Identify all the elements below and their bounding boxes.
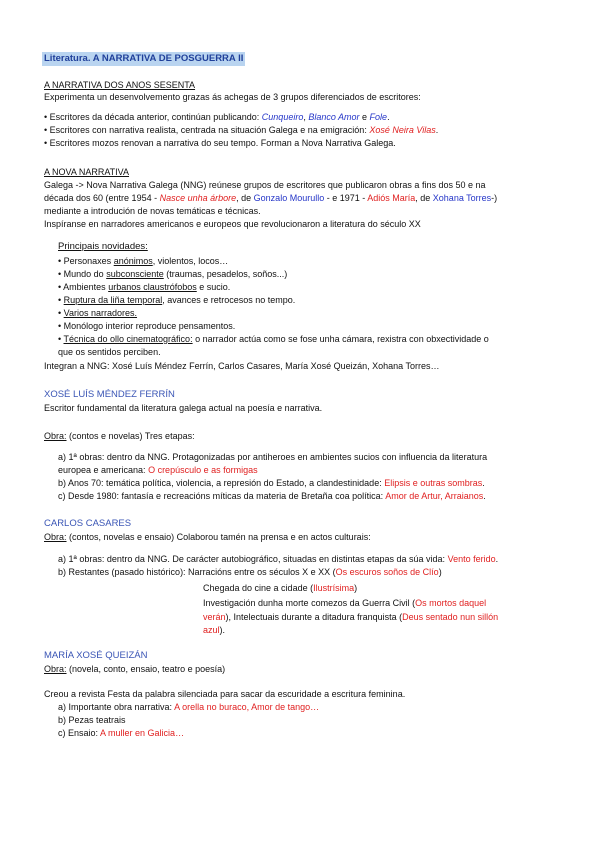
casares-item-b-intelectuais: verán), Intelectuais durante a ditadura franquista (Deus sentado nun sillón — [203, 612, 499, 622]
casares-item-b: b) Restantes (pasado histórico): Narracións entre os séculos X e XX (Os escuros soños de Clío) — [58, 567, 442, 577]
queizan-item-c: c) Ensaio: A muller en Galicia… — [58, 728, 185, 738]
casares-item-b-continuation: azul). — [203, 625, 226, 635]
sesenta-bullet-1: • Escritores da década anterior, continúan publicando: Cunqueiro, Blanco Amor e Fole. — [44, 112, 390, 122]
novidade-item-continuation: que os sentidos perciben. — [58, 347, 161, 357]
mendez-ferrin-stage-a: a) 1ª obras: dentro da NNG. Protagonizadas por antiheroes en ambientes sucios con influencia da literatura — [58, 452, 488, 462]
casares-item-b-guerra: Investigación dunha morte comezos da Guerra Civil (Os mortos daquel — [203, 598, 487, 608]
nova-narrativa-paragraph-line-2: década dos 60 (entre 1954 - Nasce unha árbore, de Gonzalo Mourullo - e 1971 - Adiós María, de Xohana Torres-) — [44, 193, 498, 203]
nova-narrativa-paragraph-line-1: Galega -> Nova Narrativa Galega (NNG) reúnese grupos de escritores que publicaron obras a fins dos 50 e na — [44, 180, 486, 190]
novidade-item: • Monólogo interior reproduce pensamentos. — [58, 321, 236, 331]
author-heading-mendez-ferrin: XOSÉ LUÍS MÉNDEZ FERRÍN — [44, 389, 175, 400]
queizan-obra: Obra: (novela, conto, ensaio, teatro e poesía) — [44, 664, 226, 674]
sesenta-bullet-2: • Escritores con narrativa realista, centrada na situación Galega e na emigración: Xosé Neira Vilas. — [44, 125, 439, 135]
novidade-item: • Técnica do ollo cinematográfico: o narrador actúa como se fose unha cámara, rexistra con obxectividade o — [58, 334, 489, 344]
mendez-ferrin-obra: Obra: (contos e novelas) Tres etapas: — [44, 431, 195, 441]
mendez-ferrin-stage-b: b) Anos 70: temática política, violencia, a represión do Estado, a clandestinidade: Elipsis e outras sombras. — [58, 478, 485, 488]
novidade-item: • Personaxes anónimos, violentos, locos… — [58, 256, 229, 266]
mendez-ferrin-stage-a-continuation: europea e americana: O crepúsculo e as formigas — [58, 465, 258, 475]
section-heading-nova-narrativa: A NOVA NARRATIVA — [44, 167, 130, 177]
casares-obra: Obra: (contos, novelas e ensaio) Colaborou tamén na prensa e en actos culturais: — [44, 532, 371, 542]
casares-item-b-cine: Chegada do cine a cidade (Ilustrísima) — [203, 583, 358, 593]
queizan-item-b: b) Pezas teatrais — [58, 715, 126, 725]
section-heading-sesenta: A NARRATIVA DOS ANOS SESENTA — [44, 80, 196, 90]
nova-narrativa-paragraph-line-3: mediante a introdución de novas temáticas e técnicas. — [44, 206, 261, 216]
queizan-item-a: a) Importante obra narrativa: A orella no buraco, Amor de tango… — [58, 702, 320, 712]
sesenta-intro: Experimenta un desenvolvemento grazas ás achegas de 3 grupos diferenciados de escritores: — [44, 92, 421, 102]
mendez-ferrin-description: Escritor fundamental da literatura galega actual na poesía e narrativa. — [44, 403, 323, 413]
casares-item-a: a) 1ª obras: dentro da NNG. De carácter autobiográfico, situadas en distintas etapas da súa vida: Vento ferido. — [58, 554, 499, 564]
novidade-item: • Ambientes urbanos claustrófobos e sucio. — [58, 282, 231, 292]
novidade-item: • Mundo do subconsciente (traumas, pesadelos, soños...) — [58, 269, 288, 279]
page-title: Literatura. A NARRATIVA DE POSGUERRA II — [44, 53, 244, 64]
mendez-ferrin-stage-c: c) Desde 1980: fantasía e recreacións míticas da materia de Bretaña coa política: Amor de Artur, Arraianos. — [58, 491, 486, 501]
novidade-item: • Varios narradores. — [58, 308, 138, 318]
integran-nng: Integran a NNG: Xosé Luís Méndez Ferrín, Carlos Casares, María Xosé Queizán, Xohana Torres… — [44, 361, 440, 371]
novidade-item: • Ruptura da liña temporal, avances e retrocesos no tempo. — [58, 295, 296, 305]
author-heading-carlos-casares: CARLOS CASARES — [44, 518, 132, 529]
queizan-revista: Creou a revista Festa da palabra silenciada para sacar da escuridade a escritura feminina. — [44, 689, 406, 699]
author-heading-queizan: MARÍA XOSÉ QUEIZÁN — [44, 650, 148, 661]
sesenta-bullet-3: • Escritores mozos renovan a narrativa do seu tempo. Forman a Nova Narrativa Galega. — [44, 138, 396, 148]
novidades-heading: Principais novidades: — [58, 241, 148, 252]
nova-narrativa-paragraph-line-4: Inspíranse en narradores americanos e europeos que revolucionaron a literatura do século XX — [44, 219, 421, 229]
